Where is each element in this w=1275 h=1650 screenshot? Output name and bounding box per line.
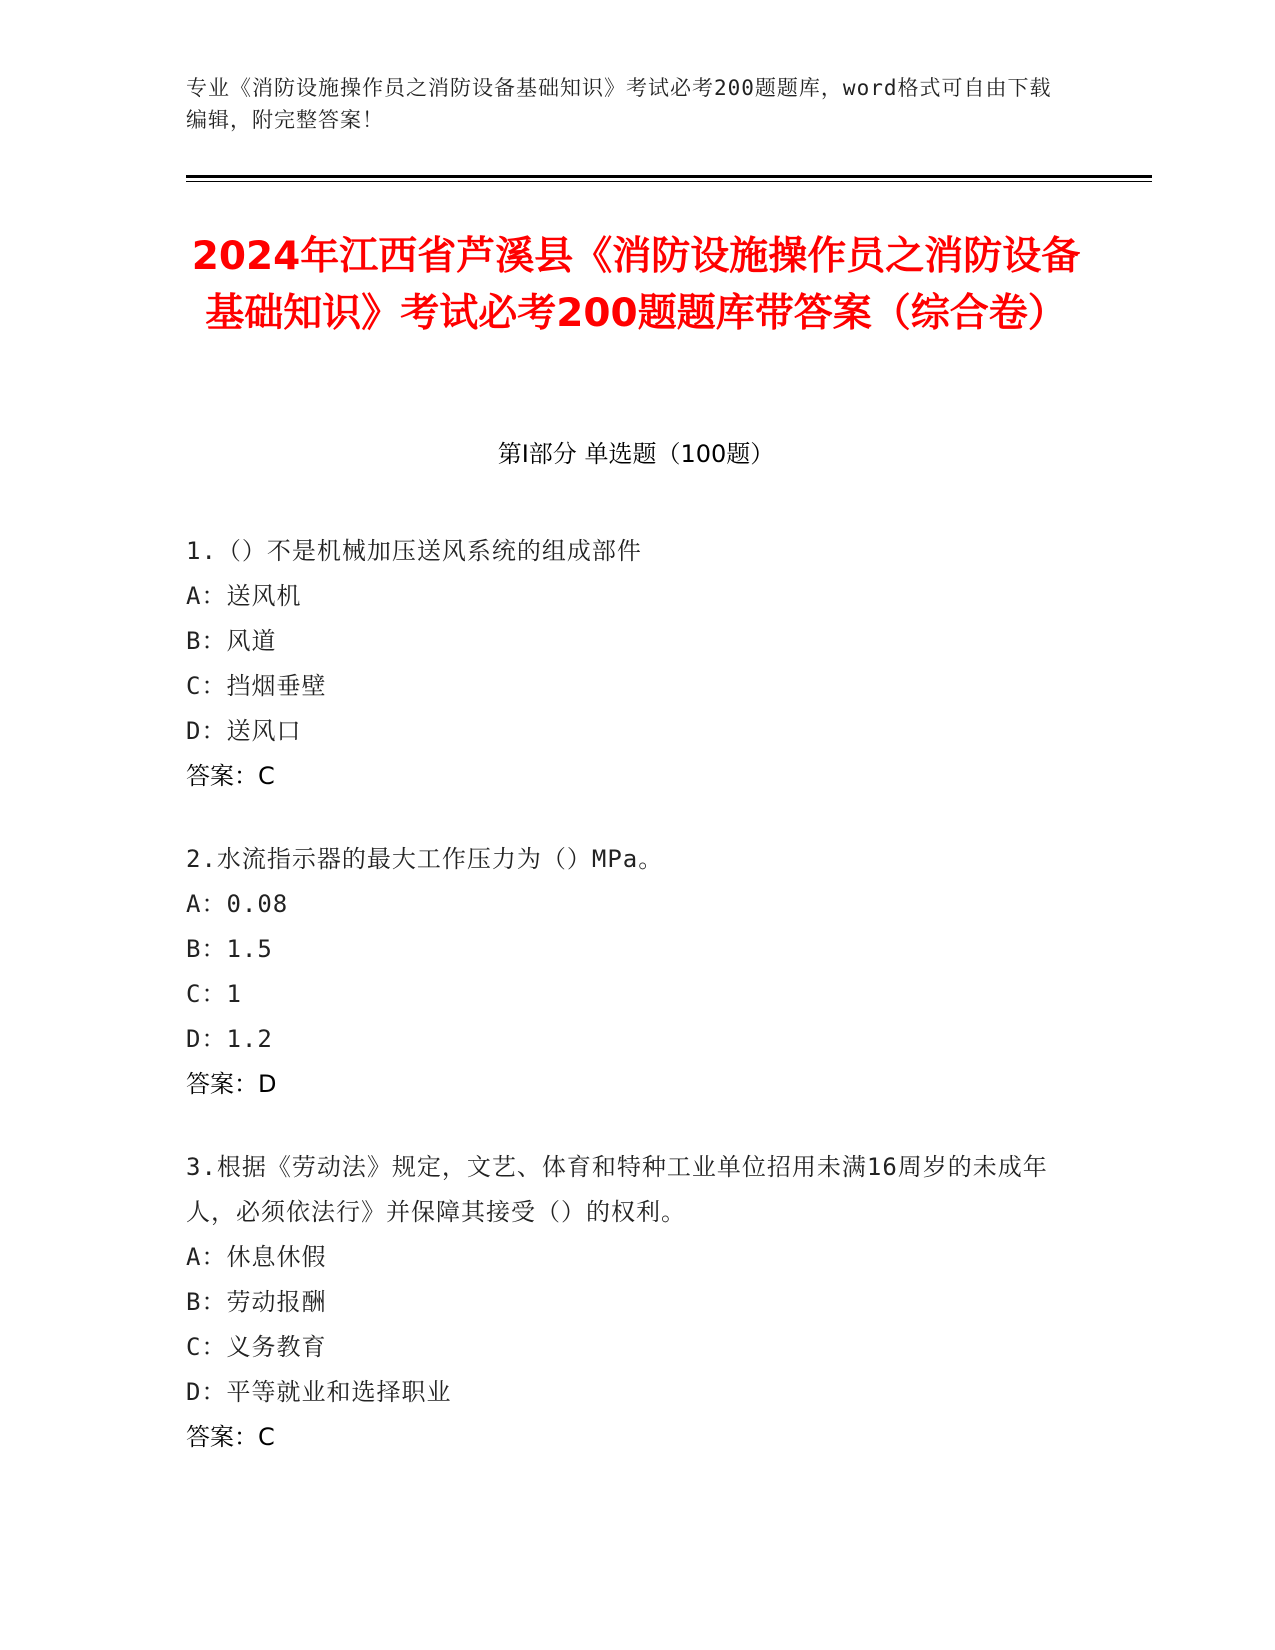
section-title: 第Ⅰ部分 单选题（100题）: [497, 440, 775, 468]
question-answer: 答案：C: [186, 1423, 275, 1451]
question-item: [186, 1145, 1066, 1460]
option-c: C：1: [186, 980, 242, 1008]
option-d: D：平等就业和选择职业: [186, 1378, 452, 1406]
header-rule-thin: [186, 181, 1152, 182]
question-item: [186, 837, 1066, 1107]
question-stem: 2.水流指示器的最大工作压力为（）MPa。: [186, 845, 664, 873]
header-note: 专业《消防设施操作员之消防设备基础知识》考试必考200题题库，word格式可自由下载编辑，附完整答案！: [186, 76, 1052, 132]
question-answer: 答案：C: [186, 762, 275, 790]
option-c: C：挡烟垂壁: [186, 672, 327, 700]
option-d: D：1.2: [186, 1025, 273, 1053]
option-b: B：风道: [186, 627, 277, 655]
question-answer: 答案：D: [186, 1070, 277, 1098]
option-d: D：送风口: [186, 717, 302, 745]
option-a: A：休息休假: [186, 1243, 327, 1271]
option-b: B：1.5: [186, 935, 273, 963]
option-a: A：送风机: [186, 582, 302, 610]
question-stem: 3.根据《劳动法》规定，文艺、体育和特种工业单位招用未满16周岁的未成年人，必须依法行》并保障其接受（）的权利。: [186, 1153, 1048, 1226]
option-a: A：0.08: [186, 890, 289, 918]
question-item: [186, 529, 1066, 799]
option-b: B：劳动报酬: [186, 1288, 327, 1316]
question-stem: 1.（）不是机械加压送风系统的组成部件: [186, 537, 642, 565]
question-list: [186, 529, 1066, 1498]
option-c: C：义务教育: [186, 1333, 327, 1361]
document-title: 2024年江西省芦溪县《消防设施操作员之消防设备基础知识》考试必考200题题库带答案（综合卷）: [191, 234, 1081, 336]
header-rule-thick: [186, 175, 1152, 178]
